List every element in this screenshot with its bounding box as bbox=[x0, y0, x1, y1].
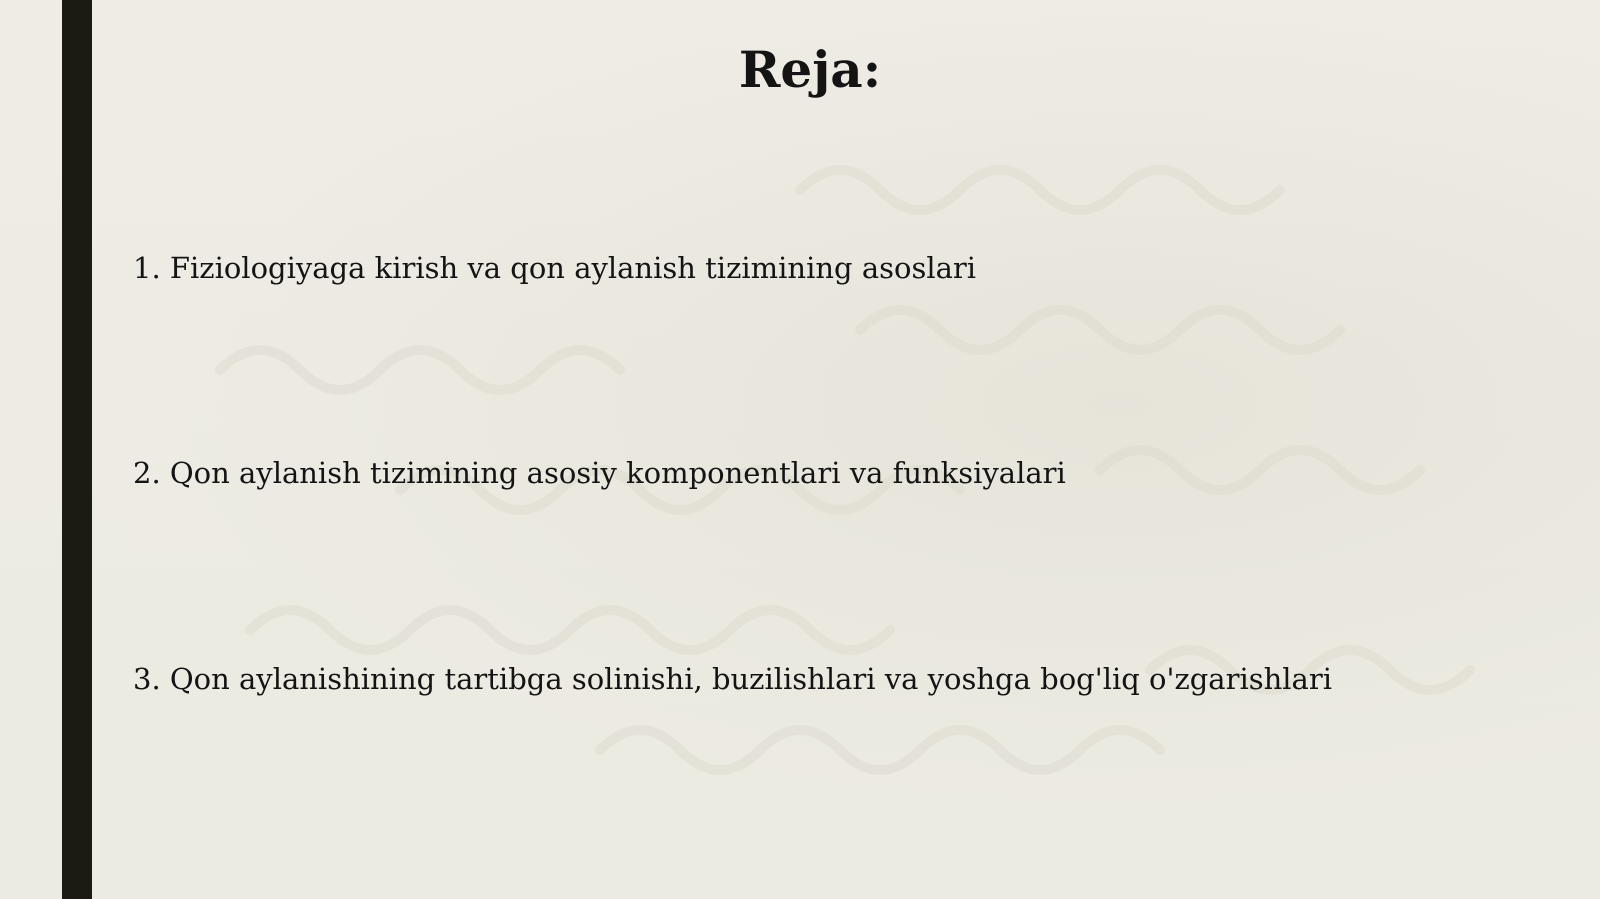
accent-side-bar bbox=[62, 0, 92, 899]
plan-item-2: 2. Qon aylanish tizimining asosiy komponentlari va funksiyalari bbox=[133, 456, 1066, 490]
slide-title: Reja: bbox=[738, 40, 882, 99]
plan-item-3: 3. Qon aylanishining tartibga solinishi, buzilishlari va yoshga bog'liq o'zgarishlari bbox=[133, 662, 1332, 696]
plan-item-1: 1. Fiziologiyaga kirish va qon aylanish tizimining asoslari bbox=[133, 251, 977, 285]
